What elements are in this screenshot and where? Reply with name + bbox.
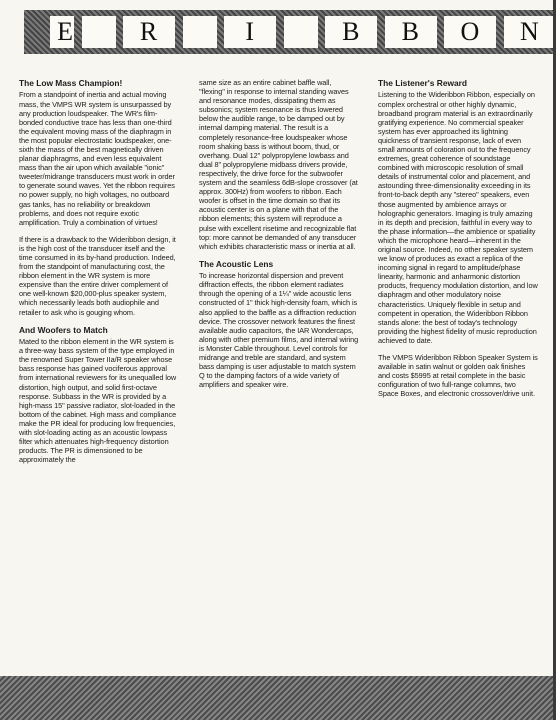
title-letters xyxy=(50,16,556,48)
title-letter: B xyxy=(385,16,437,48)
paragraph: To increase horizontal dispersion and prevent diffraction effects, the ribbon element radiates through the opening of a 1¼" wide acoustic lens constructed of 1" thick high-density foam, which is also applied to the baffle as a diffraction reduction device. The crossover network features the finest available audio capacitors, the IAR Wondercaps, along with other premium films, and internal wiring is Monster Cable throughout. Level controls for midrange and treble are standard, and system bass damping is user adjustable to match system Q to the damping factors of a wide variety of amplifiers and speaker wire. xyxy=(199,271,359,390)
heading-low-mass-champion: The Low Mass Champion! xyxy=(19,78,123,88)
paragraph: same size as an entire cabinet baffle wall, "flexing" in response to internal standing waves and resonance modes, dissipating them as subsonics; system resonance is thus lowered below the audible range, to be damped out by internal damping material. The result is a completely resonance-free loudspeaker whose room shaking bass is without boom, thud, or overhang. Dual 12" polypropylene lowbass and dual 8" polypropylene midbass drivers provide, respectively, the drive force for the subwoofer system and the seamless 6dB-slope crossover (at approx. 300Hz) from woofers to ribbon. Each woofer is offset in the time domain so that its acoustic center is on a plane with that of the ribbon elements; this system will reproduce a pulse with excellent risetime and recognizable flat top: more cannot be demanded of any transducer which exhibits characteristic mass or inertia at all. xyxy=(199,78,358,251)
title-letter: B xyxy=(325,16,377,48)
paragraph: The VMPS Wideribbon Ribbon Speaker System is available in satin walnut or golden oak finishes and costs $5995 at retail complete in the basic configuration of two full-range columns, two Space Boxes, and electronic crossover/drive unit. xyxy=(378,353,538,399)
title-letter: R xyxy=(123,16,175,48)
title-letter: I xyxy=(224,16,276,48)
title-letter-blank xyxy=(183,16,217,48)
title-letter: O xyxy=(444,16,496,48)
paragraph: From a standpoint of inertia and actual moving mass, the VMPS WR system is unsurpassed by any production loudspeaker. The WR's film-bonded conductive trace has less than one-third the equivalent moving mass of the diaphragm in the most popular electrostatic loudspeaker, one-sixth the mass of the best magnetically driven planar diaphragms, and even less equivalent mass than the air upon which available "ionic" tweeter/midrange transducers must work in order to generate sound waves. Yet the ribbon requires no power supply, no high voltages, no outboard gas tanks, has no reliability or breakdown problems, and does not require exotic amplification. Truly a combination of virtues! xyxy=(19,90,175,227)
heading-acoustic-lens: The Acoustic Lens xyxy=(199,258,274,269)
column-3 xyxy=(378,78,538,407)
title-letter: E xyxy=(50,16,74,48)
title-letter-blank xyxy=(82,16,116,48)
column-2 xyxy=(199,78,359,397)
column-1 xyxy=(19,78,179,472)
heading-woofers-to-match: And Woofers to Match xyxy=(19,324,108,335)
paragraph: If there is a drawback to the Wideribbon design, it is the high cost of the transducer itself and the time consumed in its by-hand production. Indeed, from the standpoint of manufacturing cost, the ribbon element in the WR system is more expensive than the entire driver complement of one well-known $20,000-plus speaker system, which necessarily leads both audiophile and retailer to ask who is gouging whom. xyxy=(19,234,176,317)
title-letter-blank xyxy=(284,16,318,48)
paragraph: Listening to the Wideribbon Ribbon, especially on complex orchestral or other highly dynamic, broadband program material is an extraordinarily gratifying experience. No commercial speaker system has ever approached its lightning quickness of transient response, lack of even small amounts of coloration out to the frequency extremes, great coherence of soundstage combined with microscopic resolution of small details of instrumental color and placement, and astounding three-dimensionality exceeding in its front-to-back depth any "stereo" speakers, even those augmented by ambience arrays or holographic generators. Imaging is truly amazing in its depth and precision, faithful in every way to the phase information—the ambience or spatiality which the microphone heard—inherent in the original source. Indeed, no other speaker system we know of produces as exact a replica of the incoming signal in regard to amplitude/phase linearity, harmonic and anharmonic distortion products, frequency modulation distortion, and low diaphragm and other modulatory noise characteristics. Uniquely flexible in setup and competent in operation, the Wideribbon Ribbon stands alone: the best of today's technology providing the highest fidelity of music reproduction achieved to date. xyxy=(378,90,538,345)
heading-listeners-reward: The Listener's Reward xyxy=(378,78,468,88)
title-letter: N xyxy=(504,16,556,48)
footer-band xyxy=(0,676,556,720)
paragraph: Mated to the ribbon element in the WR system is a three-way bass system of the type employed in the renowned Super Tower IIa/R speaker whose bass response has gained vociferous approval from international reviewers for its unequalled low distortion, high output, and solid first-octave response. Subbass in the WR is provided by a high-mass 15" passive radiator, slot-loaded in the bottom of the cabinet. High mass and compliance make the PR ideal for producing low frequencies, with slot-loading acting as an acoustic lowpass filter which attenuates high-frequency distortion products. The PR is dimensioned to be approximately the xyxy=(19,337,177,465)
